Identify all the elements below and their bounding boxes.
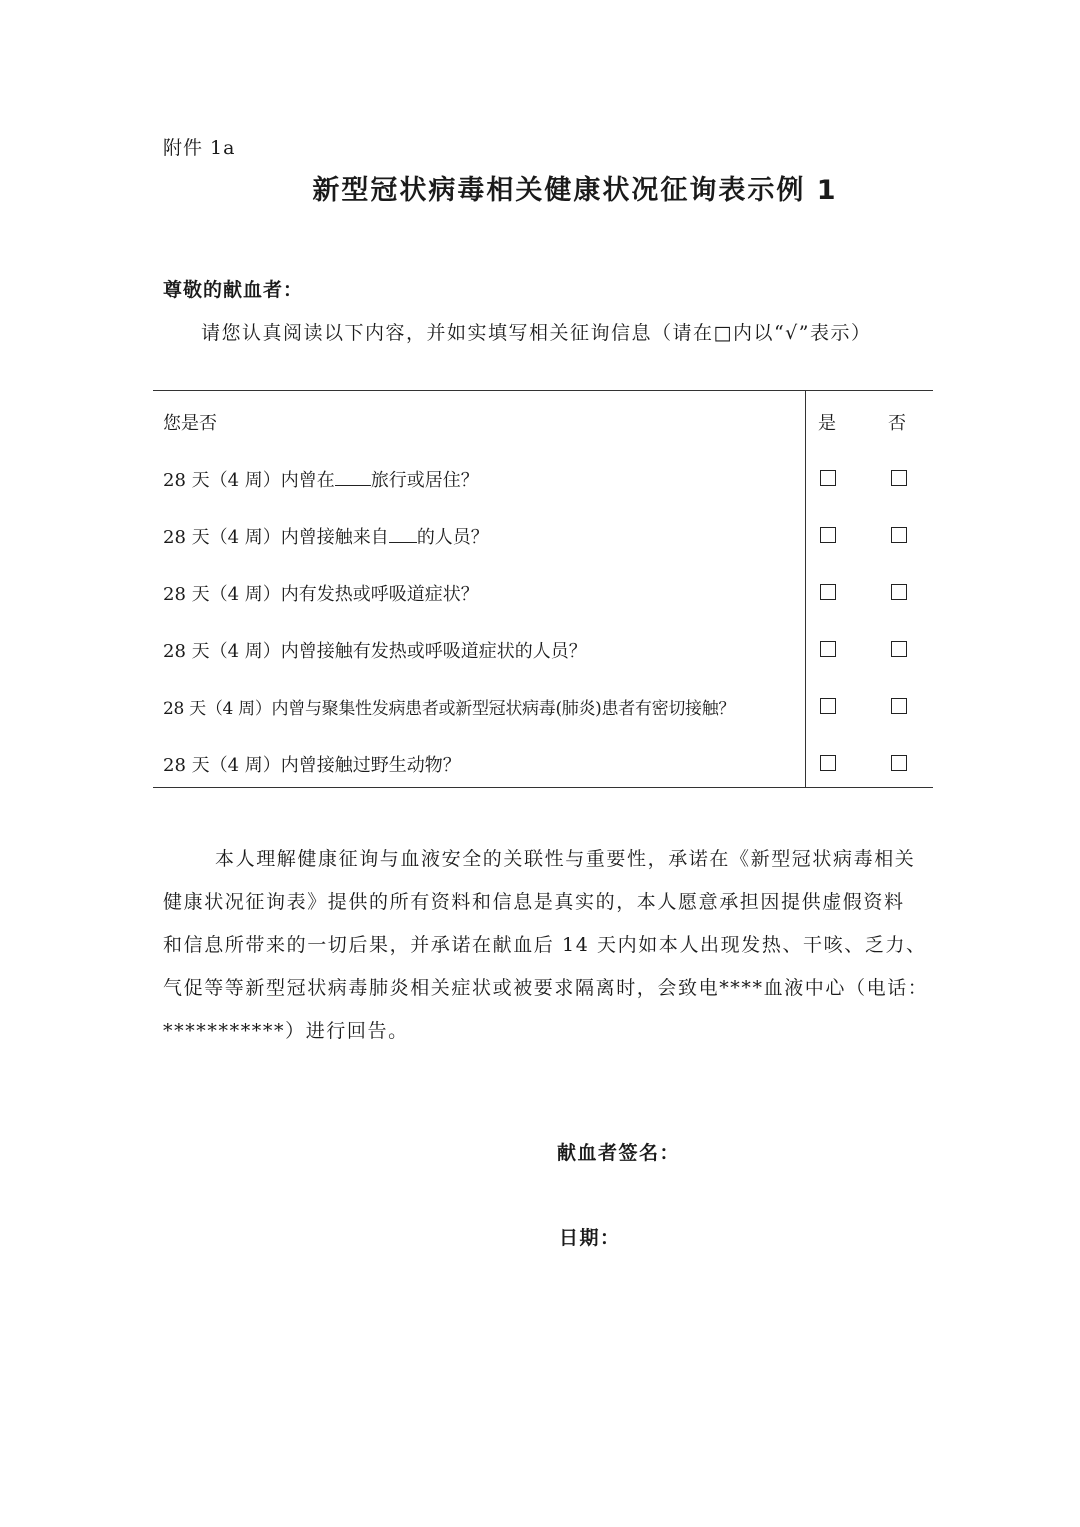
yes-checkbox[interactable] <box>820 698 836 714</box>
no-checkbox[interactable] <box>891 584 907 600</box>
yes-checkbox[interactable] <box>820 527 836 543</box>
pledge-line: 本人理解健康征询与血液安全的关联性与重要性，承诺在《新型冠状病毒相关 <box>215 848 916 870</box>
question-text: 28 天（4 周）内曾在 旅行或居住？ <box>163 466 479 492</box>
fill-blank[interactable] <box>389 524 417 543</box>
question-text: 28 天（4 周）内曾接触过野生动物？ <box>163 755 461 776</box>
pledge-paragraph <box>163 838 929 1053</box>
no-checkbox[interactable] <box>891 527 907 543</box>
header-question: 您是否 <box>163 413 217 434</box>
pledge-line: 健康状况征询表》提供的所有资料和信息是真实的，本人愿意承担因提供虚假资料 <box>163 891 905 913</box>
table-row <box>153 686 933 726</box>
question-text: 28 天（4 周）内有发热或呼吸道症状？ <box>163 584 479 605</box>
table-row <box>153 515 933 555</box>
pledge-line: 和信息所带来的一切后果，并承诺在献血后 14 天内如本人出现发热、干咳、乏力、 <box>163 934 927 956</box>
yes-checkbox[interactable] <box>820 584 836 600</box>
table-row <box>153 743 933 783</box>
question-text: 28 天（4 周）内曾接触有发热或呼吸道症状的人员？ <box>163 641 587 662</box>
pledge-line: ***********）进行回告。 <box>163 1020 409 1042</box>
pledge-line: 气促等等新型冠状病毒肺炎相关症状或被要求隔离时，会致电****血液中心（电话： <box>163 977 929 999</box>
table-row <box>153 629 933 669</box>
no-checkbox[interactable] <box>891 698 907 714</box>
yes-checkbox[interactable] <box>820 470 836 486</box>
yes-checkbox[interactable] <box>820 641 836 657</box>
attachment-label: 附件 1a <box>163 137 236 159</box>
no-checkbox[interactable] <box>891 641 907 657</box>
table-header-row <box>153 401 933 441</box>
date-label: 日期： <box>559 1227 621 1249</box>
no-checkbox[interactable] <box>891 470 907 486</box>
table-row <box>153 572 933 612</box>
question-text: 28 天（4 周）内曾接触来自 的人员？ <box>163 523 489 549</box>
yes-checkbox[interactable] <box>820 755 836 771</box>
table-row <box>153 458 933 498</box>
instruction-text: 请您认真阅读以下内容，并如实填写相关征询信息（请在□内以“√”表示） <box>201 322 872 344</box>
fill-blank[interactable] <box>335 467 371 486</box>
header-yes: 是 <box>818 413 836 434</box>
header-no: 否 <box>888 413 906 434</box>
greeting: 尊敬的献血者： <box>163 279 304 301</box>
questionnaire-table <box>153 390 933 788</box>
page-title: 新型冠状病毒相关健康状况征询表示例 1 <box>312 175 838 206</box>
signature-label: 献血者签名： <box>557 1142 681 1164</box>
question-text: 28 天（4 周）内曾与聚集性发病患者或新型冠状病毒(肺炎)患者有密切接触？ <box>163 699 736 719</box>
no-checkbox[interactable] <box>891 755 907 771</box>
